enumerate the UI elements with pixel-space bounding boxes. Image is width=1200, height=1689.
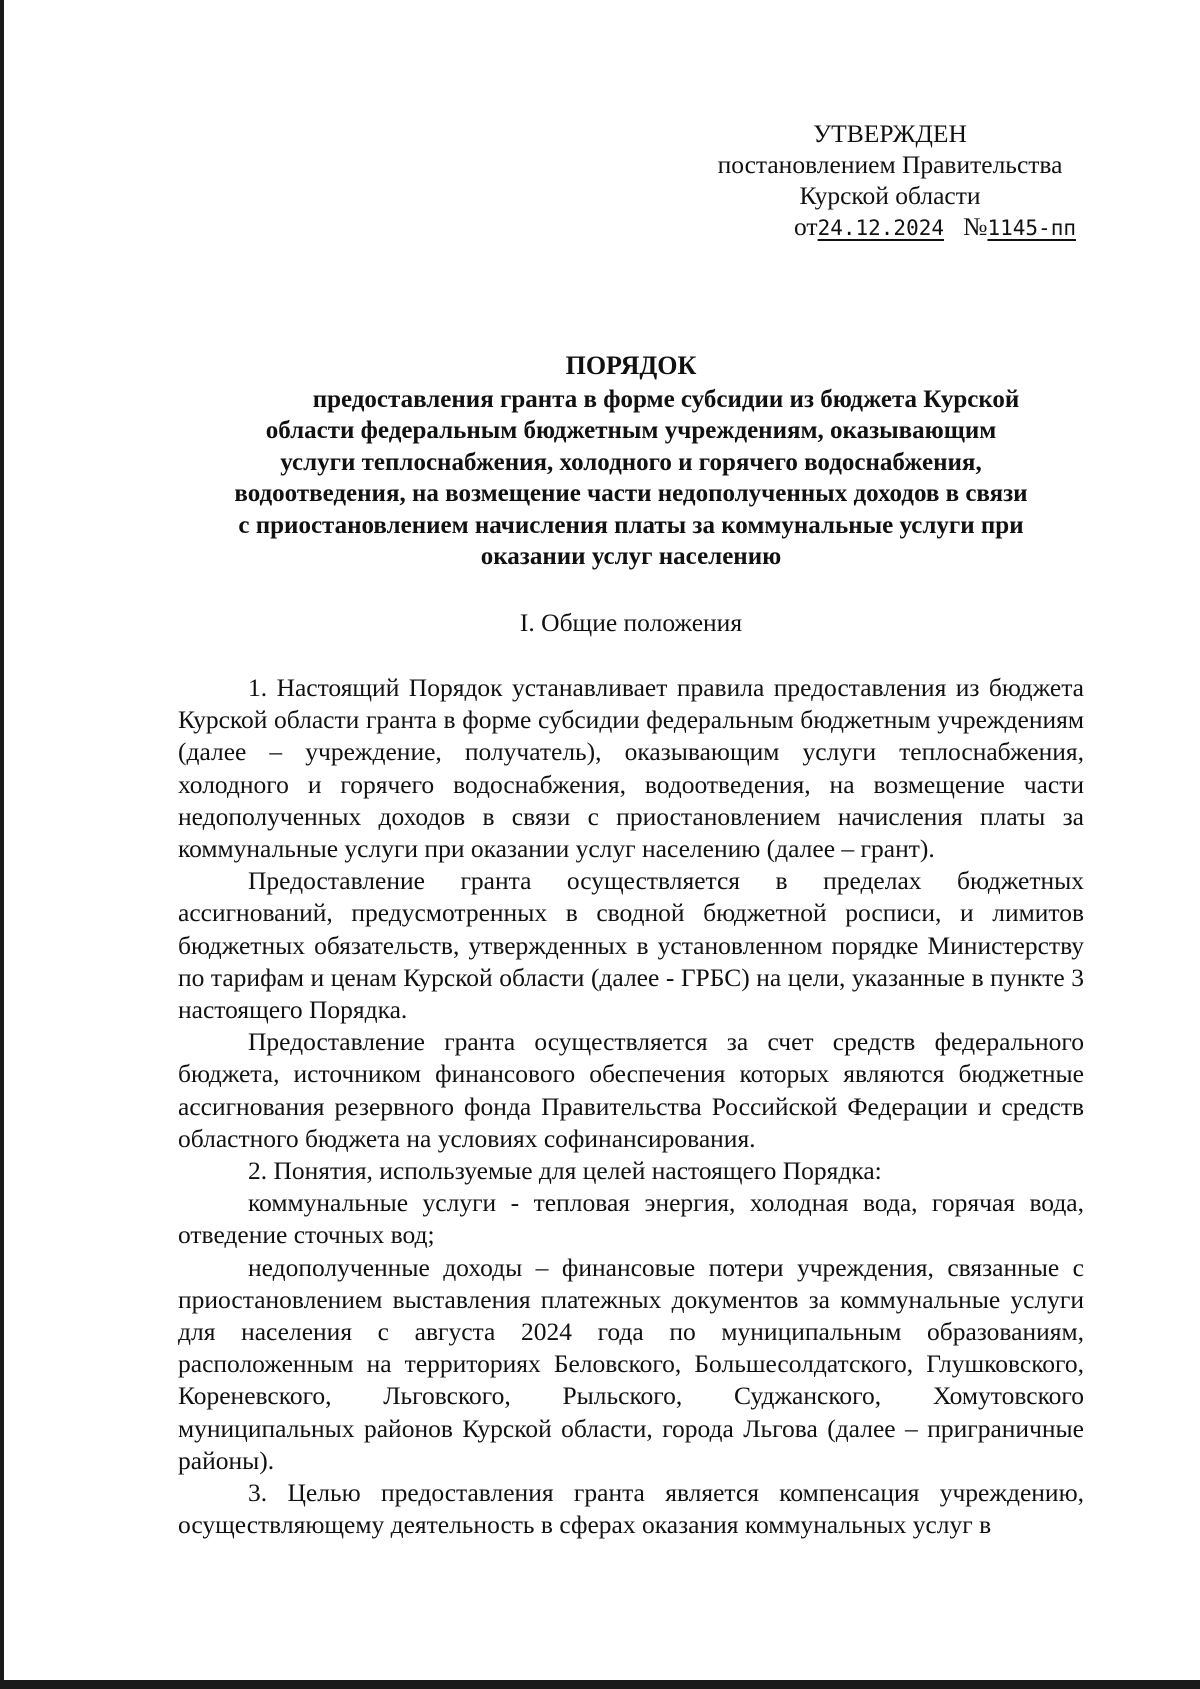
paragraph: Предоставление гранта осуществляется за счет средств федерального бюджета, источником финансового обеспечения которых являются бюджетные ассигнования резервного фонда Правительства Российской Федерации и средств областного бюджета на условиях софинансирования.: [178, 1027, 1084, 1153]
document-body: [178, 672, 1084, 1541]
title-subline: водоотведения, на возмещение части недополученных доходов в связи: [234, 480, 1028, 507]
document-title-block: [178, 350, 1084, 573]
title-subline: с приостановлением начисления платы за коммунальные услуги при: [238, 511, 1024, 539]
date-value: 24.12.2024: [817, 216, 945, 240]
paragraph: 1. Настоящий Порядок устанавливает правила предоставления из бюджета Курской области гранта в форме субсидии федеральным бюджетным учреждениям (далее – учреждение, получатель), оказывающим услуги теплоснабжения, холодного и горячего водоснабжения, водоотведения, на возмещение части недополученных доходов в связи с приостановлением начисления платы за коммунальные услуги при оказании услуг населению (далее – грант).: [178, 673, 1084, 864]
document-title: ПОРЯДОК: [565, 351, 697, 380]
number-sign: №: [963, 212, 988, 241]
section-heading: I. Общие положения: [519, 608, 743, 637]
scan-bottom-edge: [0, 1680, 1200, 1689]
paragraph: Предоставление гранта осуществляется в пределах бюджетных ассигнований, предусмотренных в сводной бюджетной росписи, и лимитов бюджетных обязательств, утвержденных в установленном порядке Министерству по тарифам и ценам Курской области (далее - ГРБС) на цели, указанные в пункте 3 настоящего Порядка.: [178, 866, 1084, 1025]
title-subline: услуги теплоснабжения, холодного и горячего водоснабжения,: [280, 448, 982, 476]
title-subline: предоставления гранта в форме субсидии из бюджета Курской: [312, 385, 1020, 413]
title-subline: оказании услуг населению: [480, 543, 782, 570]
approval-line-2: Курской области: [799, 181, 981, 210]
paragraph: 3. Целью предоставления гранта является компенсация учреждению, осуществляющему деятельность в сферах оказания коммунальных услуг в: [178, 1478, 1084, 1540]
title-subline: области федеральным бюджетным учреждениям, оказывающим: [265, 417, 997, 444]
date-prefix: от: [794, 212, 818, 241]
approval-stamp-block: [690, 118, 1090, 244]
paragraph: недополученные доходы – финансовые потери учреждения, связанные с приостановлением выставления платежных документов за коммунальные услуги для населения с августа 2024 года по муниципальным образованиям, расположенным на территориях Беловского, Большесолдатского, Глушковского, Кореневского, Льговского, Рыльского, Суджанского, Хомутовского муниципальных районов Курской области, города Льгова (далее – приграничные районы).: [178, 1252, 1084, 1475]
approval-word: УТВЕРЖДЕН: [813, 119, 967, 148]
paragraph: 2. Понятия, используемые для целей настоящего Порядка:: [248, 1156, 882, 1186]
number-value: 1145-пп: [987, 216, 1076, 240]
approval-date-line: [690, 211, 1090, 244]
scan-left-edge: [0, 0, 4, 1689]
approval-line-1: постановлением Правительства: [717, 150, 1063, 179]
paragraph: коммунальные услуги - тепловая энергия, холодная вода, горячая вода, отведение сточных вод;: [178, 1188, 1084, 1250]
